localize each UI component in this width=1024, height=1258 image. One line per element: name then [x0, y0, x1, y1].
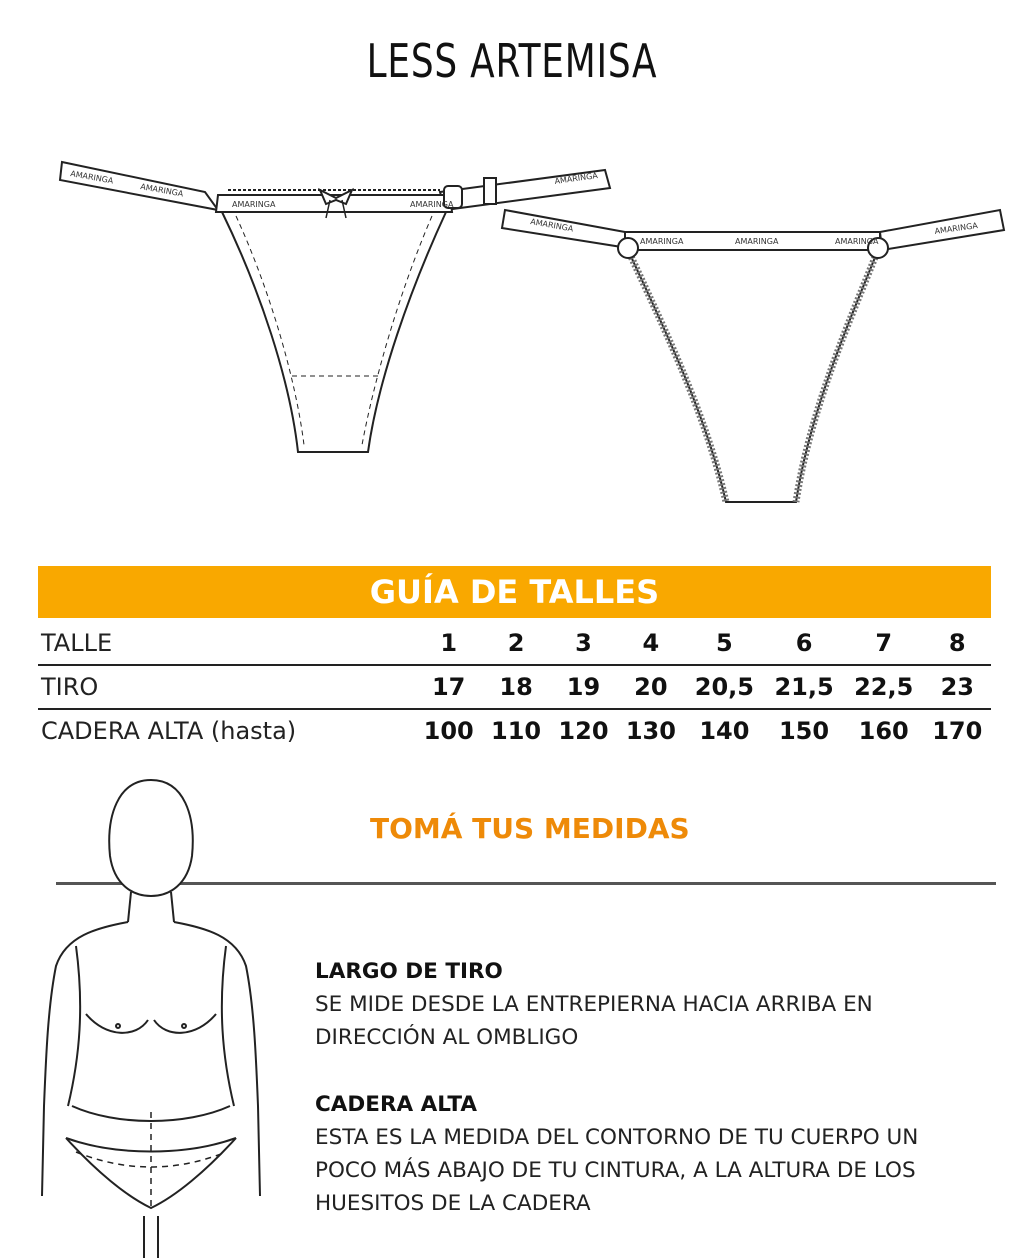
- cadera-text-line: HUESITOS DE LA CADERA: [315, 1191, 591, 1216]
- tiro-instructions: [315, 955, 955, 1054]
- cadera-cell: 100: [423, 717, 474, 745]
- cadera-text-line: ESTA ES LA MEDIDA DEL CONTORNO DE TU CUERPO UN: [315, 1125, 919, 1150]
- cadera-cell: 150: [778, 717, 830, 745]
- size-cell: 8: [924, 622, 991, 665]
- svg-text:AMARINGA: AMARINGA: [232, 200, 276, 209]
- svg-text:AMARINGA: AMARINGA: [835, 237, 879, 246]
- tiro-cell: 20: [617, 665, 684, 709]
- body-figure-illustration: [36, 776, 266, 1258]
- measure-heading: TOMÁ TUS MEDIDAS: [370, 812, 690, 845]
- garment-illustrations: [0, 140, 1024, 530]
- cadera-cell: 160: [858, 717, 909, 745]
- svg-text:AMARINGA: AMARINGA: [735, 237, 779, 246]
- table-row: [38, 665, 991, 709]
- svg-text:AMARINGA: AMARINGA: [529, 217, 574, 234]
- tiro-cell: 18: [482, 665, 549, 709]
- tiro-cell: 23: [924, 665, 991, 709]
- svg-text:AMARINGA: AMARINGA: [69, 169, 114, 186]
- row-label-talle: TALLE: [38, 622, 415, 665]
- size-table: [38, 622, 991, 752]
- tiro-cell: 19: [550, 665, 617, 709]
- tiro-cell: 20,5: [685, 665, 765, 709]
- svg-text:AMARINGA: AMARINGA: [554, 171, 599, 186]
- cadera-cell: 170: [932, 717, 983, 745]
- cadera-instructions: [315, 1088, 955, 1220]
- size-cell: 5: [685, 622, 765, 665]
- cadera-cell: 120: [558, 717, 609, 745]
- size-cell: 6: [764, 622, 844, 665]
- svg-text:AMARINGA: AMARINGA: [934, 221, 979, 236]
- product-title: LESS ARTEMISA: [366, 34, 658, 88]
- size-cell: 7: [844, 622, 924, 665]
- garment-back-illustration: [502, 210, 1004, 502]
- tiro-text-line: SE MIDE DESDE LA ENTREPIERNA HACIA ARRIBA EN: [315, 992, 873, 1017]
- svg-text:AMARINGA: AMARINGA: [139, 182, 184, 199]
- table-row: [38, 709, 991, 752]
- cadera-title: CADERA ALTA: [315, 1092, 478, 1117]
- cadera-text-line: POCO MÁS ABAJO DE TU CINTURA, A LA ALTURA DE LOS: [315, 1158, 916, 1183]
- size-cell: 4: [617, 622, 684, 665]
- cadera-cell: 110: [491, 717, 542, 745]
- size-cell: 3: [550, 622, 617, 665]
- cadera-cell: 130: [625, 717, 676, 745]
- table-row: [38, 622, 991, 665]
- tiro-cell: 21,5: [764, 665, 844, 709]
- cadera-cell: 140: [699, 717, 750, 745]
- size-cell: 1: [415, 622, 482, 665]
- tiro-cell: 22,5: [844, 665, 924, 709]
- size-cell: 2: [482, 622, 549, 665]
- svg-text:AMARINGA: AMARINGA: [640, 237, 684, 246]
- svg-text:AMARINGA: AMARINGA: [410, 200, 454, 209]
- tiro-title: LARGO DE TIRO: [315, 959, 503, 984]
- row-label-tiro: TIRO: [38, 665, 415, 709]
- garment-front-illustration: [60, 162, 610, 452]
- row-label-cadera: CADERA ALTA (hasta): [41, 717, 297, 745]
- tiro-text-line: DIRECCIÓN AL OMBLIGO: [315, 1025, 579, 1050]
- tiro-cell: 17: [415, 665, 482, 709]
- size-guide-heading: GUÍA DE TALLES: [369, 573, 660, 611]
